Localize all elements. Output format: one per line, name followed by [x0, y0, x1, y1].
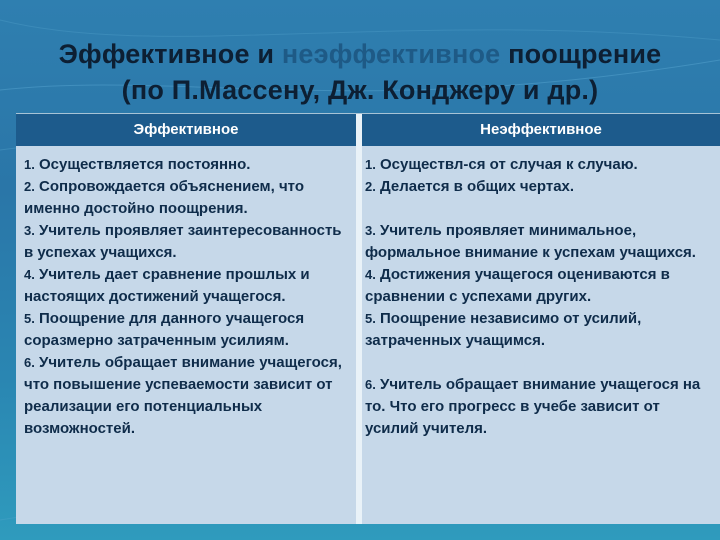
- list-item: [365, 374, 715, 440]
- item-text: Осуществляется постоянно.: [39, 156, 251, 173]
- list-item: [24, 176, 350, 220]
- item-text: Осуществл-ся от случая к случаю.: [380, 156, 638, 173]
- list-item: [365, 176, 715, 198]
- title-line-1: [0, 36, 720, 72]
- item-number: 2.: [24, 179, 35, 194]
- header-effective: Эффективное: [133, 121, 239, 138]
- item-number: 1.: [365, 157, 376, 172]
- column-divider: [356, 114, 362, 524]
- list-item: [24, 154, 350, 176]
- item-text: Поощрение независимо от усилий, затраченных учащимся.: [365, 310, 642, 349]
- item-text: Учитель обращает внимание учащегося на то. Что его прогресс в учебе зависит от усилий учителя.: [365, 376, 701, 437]
- effective-column: [24, 154, 350, 440]
- list-item: [24, 264, 350, 308]
- list-item: [24, 352, 350, 440]
- item-number: 3.: [24, 223, 35, 238]
- item-number: 6.: [365, 377, 376, 392]
- title-line-2: (по П.Массену, Дж. Конджеру и др.): [121, 75, 599, 105]
- item-text: Учитель обращает внимание учащегося, что повышение успеваемости зависит от реализации его потенциальных возможностей.: [24, 354, 342, 437]
- title-prefix: Эффективное и: [58, 39, 282, 69]
- spacer: [365, 352, 715, 374]
- slide-title: [0, 36, 720, 108]
- item-text: Учитель проявляет заинтересованность в успехах учащихся.: [24, 222, 342, 261]
- item-text: Учитель проявляет минимальное, формальное внимание к успехам учащихся.: [365, 222, 696, 261]
- title-highlight: неэффективное: [281, 39, 501, 69]
- item-text: Сопровождается объяснением, что именно достойно поощрения.: [24, 178, 304, 217]
- spacer: [365, 198, 715, 220]
- item-text: Поощрение для данного учащегося соразмерно затраченным усилиям.: [24, 310, 305, 349]
- header-ineffective: Неэффективное: [480, 121, 602, 138]
- ineffective-column: [365, 154, 715, 440]
- list-item: [365, 154, 715, 176]
- list-item: [24, 308, 350, 352]
- item-number: 5.: [24, 311, 35, 326]
- table-body-row: [16, 146, 720, 524]
- item-number: 2.: [365, 179, 376, 194]
- item-number: 1.: [24, 157, 35, 172]
- item-text: Достижения учащегося оцениваются в сравнении с успехами других.: [365, 266, 670, 305]
- item-text: Делается в общих чертах.: [380, 178, 575, 195]
- item-number: 6.: [24, 355, 35, 370]
- item-number: 4.: [24, 267, 35, 282]
- list-item: [24, 220, 350, 264]
- list-item: [365, 264, 715, 308]
- list-item: [365, 220, 715, 264]
- table-header-row: [16, 114, 720, 146]
- item-number: 4.: [365, 267, 376, 282]
- item-number: 5.: [365, 311, 376, 326]
- title-suffix: поощрение: [500, 39, 662, 69]
- item-number: 3.: [365, 223, 376, 238]
- item-text: Учитель дает сравнение прошлых и настоящих достижений учащегося.: [24, 266, 310, 305]
- list-item: [365, 308, 715, 352]
- comparison-table: [16, 113, 720, 524]
